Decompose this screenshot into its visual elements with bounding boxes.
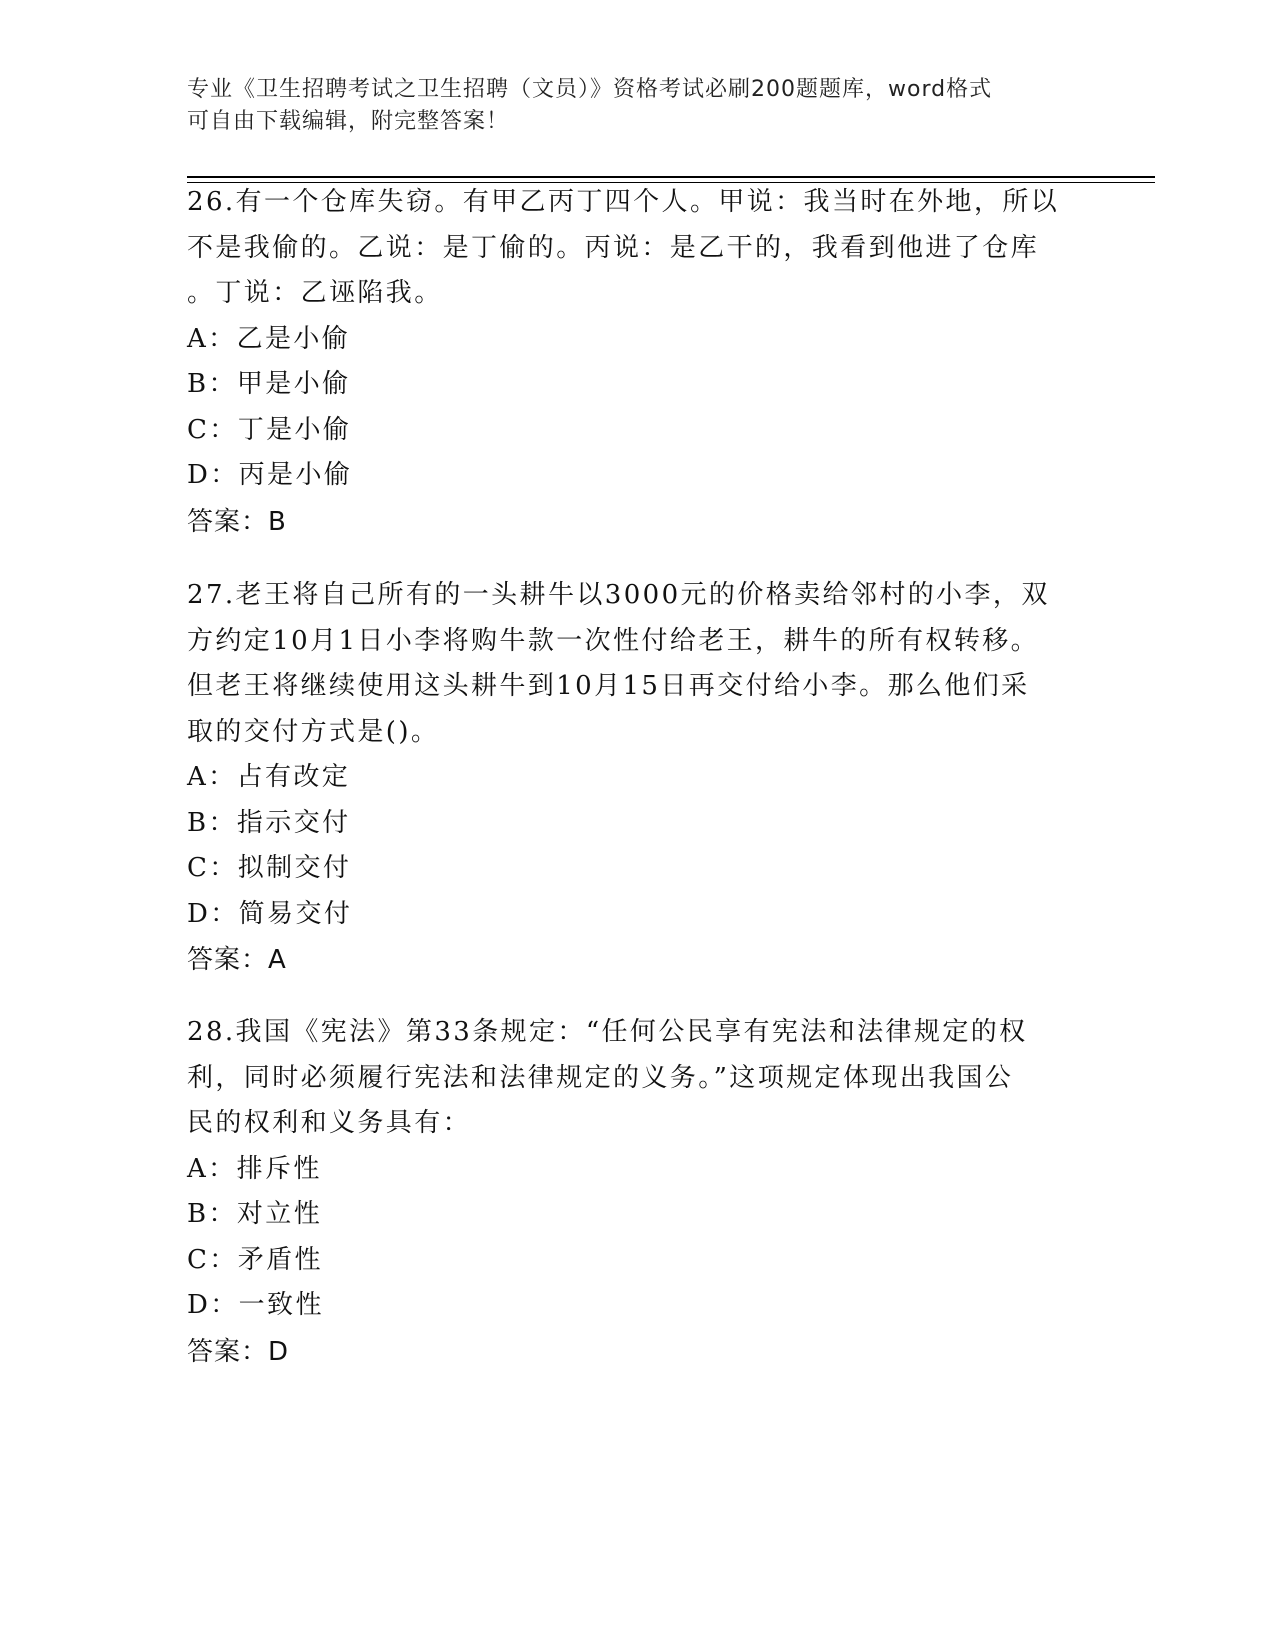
header-line-2: 可自由下载编辑，附完整答案！ [187, 109, 510, 134]
header-divider-thick [187, 176, 1155, 178]
option-a: A：乙是小偷 [187, 323, 351, 354]
option-c: C：拟制交付 [187, 853, 352, 883]
question-text-line: 取的交付方式是()。 [187, 716, 440, 747]
question-text-line: 。丁说：乙诬陷我。 [187, 278, 443, 308]
answer: 答案：A [187, 945, 287, 975]
option-a: A：占有改定 [187, 762, 351, 792]
question-27 [187, 573, 1087, 983]
option-d: D：丙是小偷 [187, 460, 353, 490]
question-text-line: 民的权利和义务具有： [187, 1108, 472, 1138]
question-text-line: 不是我偷的。乙说：是丁偷的。丙说：是乙干的，我看到他进了仓库 [187, 232, 1040, 263]
answer: 答案：B [187, 506, 287, 537]
question-text-line: 利，同时必须履行宪法和法律规定的义务。”这项规定体现出我国公 [187, 1062, 1014, 1093]
question-28 [187, 1010, 1087, 1375]
option-c: C：丁是小偷 [187, 414, 352, 445]
option-a: A：排斥性 [187, 1153, 322, 1184]
option-c: C：矛盾性 [187, 1244, 323, 1275]
question-text-line: 方约定10月1日小李将购牛款一次性付给老王，耕牛的所有权转移。 [187, 625, 1040, 656]
option-b: B：甲是小偷 [187, 369, 351, 399]
header-line-1: 专业《卫生招聘考试之卫生招聘（文员）》资格考试必刷200题题库，word格式 [187, 77, 993, 102]
answer: 答案：D [187, 1336, 290, 1367]
question-text-line: 28.我国《宪法》第33条规定：“任何公民享有宪法和法律规定的权 [187, 1017, 1028, 1047]
option-b: B：指示交付 [187, 807, 351, 838]
question-26 [187, 180, 1087, 545]
question-text-line: 27.老王将自己所有的一头耕牛以3000元的价格卖给邻村的小李，双 [187, 580, 1050, 610]
question-text-line: 但老王将继续使用这头耕牛到10月15日再交付给小李。那么他们采 [187, 671, 1030, 701]
question-text-line: 26.有一个仓库失窃。有甲乙丙丁四个人。甲说：我当时在外地，所以 [187, 187, 1060, 217]
option-b: B：对立性 [187, 1199, 323, 1229]
option-d: D：一致性 [187, 1290, 324, 1320]
option-d: D：简易交付 [187, 898, 353, 929]
document-header [187, 74, 1067, 138]
